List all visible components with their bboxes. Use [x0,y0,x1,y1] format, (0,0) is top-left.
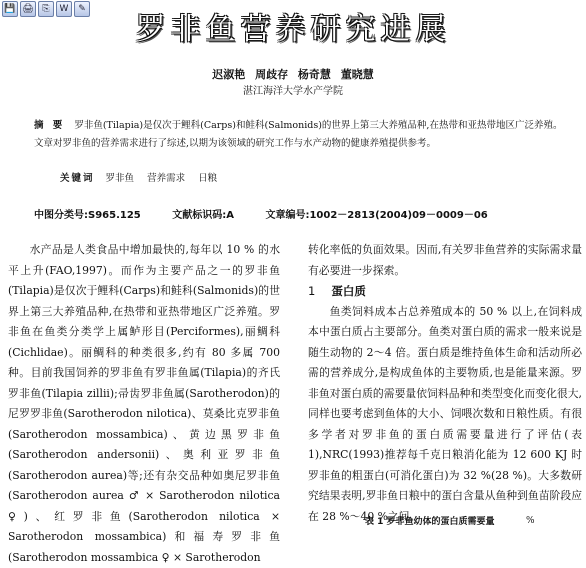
left-column [8,240,280,568]
body-paragraph: 水产品是人类食品中增加最快的,每年以 10 % 的水平上升(FAO,1997)。而作为主要产品之一的罗非鱼(Tilapia)是仅次于鲤科(Carps)和鲑科(Salmonids)的世界上第三大养殖品种,在热带和亚热带地区广泛养殖。罗非鱼在鱼类分类学上属鲈形目(Perciformes),丽鲷科(Cichlidae)。丽鲷科的种类很多,约有 80 多属 700 种。目前我国饲养的罗非鱼有罗非鱼属(Tilapia)的齐氏罗非鱼(Tilapia zillii);帚齿罗非鱼属(Sarotherodon)的尼罗罗非鱼(Sarotherodon nilotica)、莫桑比克罗非鱼(Sarotherodon mossambica)、黄边黑罗非鱼(Sarotherodon andersonii)、奥利亚罗非鱼(Sarotherodon aurea)等;还有杂交品种如奥尼罗非鱼(Sarotherodon aurea ♂ × Sarotherodon nilotica ♀)、红罗非鱼(Sarotherodon nilotica × Sarotherodon mossambica)和福寿罗非鱼(Sarotherodon mossambica ♀ × Sarotherodon [8,243,280,564]
body-paragraph: 鱼类饲料成本占总养殖成本的 50 % 以上,在饲料成本中蛋白质占主要部分。鱼类对蛋白质的需求一般来说是随生动物的 2～4 倍。蛋白质是维持鱼体生命和活动所必需的营养成分,是构成鱼体的主要物质,也是能量来源。罗非鱼对蛋白质的需要量依饲料品种和类型变化而变化很大,同样也要考虑到鱼体的大小、饲喂次数和日粮性质。有很多学者对罗非鱼的蛋白质需要量进行了评估(表 1),NRC(1993)推荐每千克日粮消化能为 12 600 KJ 时罗非鱼的粗蛋白(可消化蛋白)为 32 %(28 %)。大多数研究结果表明,罗非鱼日粮中的蛋白含量从鱼种到鱼苗阶段应在 28 %～40 %之间。 [308,304,582,523]
right-column [308,240,582,527]
export-icon[interactable]: ⎘ [38,1,54,17]
authors: 迟淑艳 周歧存 杨奇慧 董晓慧 [212,68,374,81]
keywords-label: 关键词 [60,173,95,184]
abstract-text: 罗非鱼(Tilapia)是仅次于鲤科(Carps)和鲑科(Salmonids)的世界上第三大养殖品种,在热带和亚热带地区广泛养殖。文章对罗非鱼的营养需求进行了综述,以期为该领域的研究工作与水产动物的健康养殖提供参考。 [34,120,563,149]
abstract-label: 摘 要 [34,120,66,131]
page-title: 罗非鱼营养研究进展 [135,12,451,47]
affiliation: 湛江海洋大学水产学院 [243,86,343,97]
edit-icon[interactable]: ✎ [74,1,90,17]
section-title: 蛋白质 [331,284,366,298]
table-unit: % [526,516,535,526]
body-paragraph: 转化率低的负面效果。因而,有关罗非鱼营养的实际需求量有必要进一步探索。 [308,243,582,277]
document-code: 文献标识码:A [172,210,234,221]
keyword-item: 罗非鱼 [105,173,135,184]
save-icon[interactable]: 💾 [2,1,18,17]
section-heading [308,281,582,302]
word-icon[interactable]: W [56,1,72,17]
article-number: 文章编号:1002－2813(2004)09－0009－06 [265,210,488,221]
keyword-item: 日粮 [198,173,218,184]
table-caption: 表 1 罗非鱼幼体的蛋白质需要量 [365,517,495,527]
abstract [34,117,564,152]
keywords [60,170,227,184]
section-number: 1 [308,284,316,298]
classification-line [34,206,516,221]
print-icon[interactable]: 🖨 [20,1,36,17]
keyword-item: 营养需求 [147,173,186,184]
clc-number: 中图分类号:S965.125 [34,210,141,221]
